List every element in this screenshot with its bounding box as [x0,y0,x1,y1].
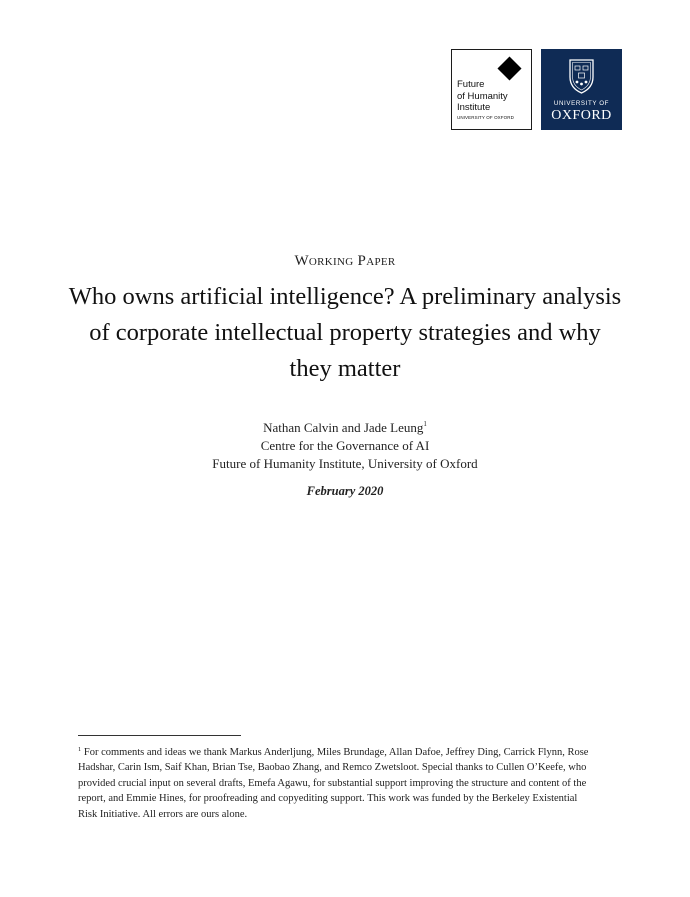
fhi-logo-line-3: Institute [457,102,491,113]
author-footnote-mark: 1 [423,420,427,428]
author-block [0,415,690,473]
oxford-crest-icon [567,57,596,95]
oxford-logo-university-of: UNIVERSITY OF [553,100,610,107]
authors: Nathan Calvin and Jade Leung [263,420,424,435]
fhi-logo-line-2: of Humanity [457,90,508,102]
authors-line [0,415,690,437]
paper-title-line-2: of corporate intellectual property strategies and why [89,319,601,346]
footnote-line-3: provided crucial input on several drafts, Emefa Agawu, for substantial support improving the structure and content of the [78,777,587,789]
footnote-divider [78,735,241,736]
paper-title-line-3: they matter [289,355,401,382]
footnote [78,742,618,822]
publication-date: February 2020 [306,484,384,498]
footnote-line-4: report, and Emmie Hines, for proofreading and copyediting support. This work was funded by the Berkeley Existential [78,793,578,805]
diamond-icon [497,56,521,80]
footnote-number: 1 [78,746,82,753]
affiliation-2: Future of Humanity Institute, University of Oxford [212,456,478,471]
paper-title-line-1: Who owns artificial intelligence? A preliminary analysis [68,283,622,310]
paper-title [60,279,630,387]
fhi-logo-name [457,79,531,114]
oxford-logo-name: OXFORD [551,108,612,123]
footnote-line-1 [78,742,618,760]
footnote-line-2: Hadshar, Carin Ism, Saif Khan, Brian Tse, Baobao Zhang, and Remco Zwetsloot. Special thanks to Cullen O’Keefe, who [78,762,587,774]
footnote-line-5: Risk Initiative. All errors are ours alone. [78,808,248,820]
fhi-logo [451,49,532,130]
footnote-line-1-text: For comments and ideas we thank Markus Anderljung, Miles Brundage, Allan Dafoe, Jeffrey Ding, Carrick Flynn, Rose [83,747,589,758]
paper-label: Working Paper [294,253,396,269]
fhi-logo-line-1: Future [457,79,485,90]
oxford-logo [541,49,622,130]
affiliation-1: Centre for the Governance of AI [260,438,430,453]
fhi-logo-subtitle: UNIVERSITY OF OXFORD [457,115,514,120]
